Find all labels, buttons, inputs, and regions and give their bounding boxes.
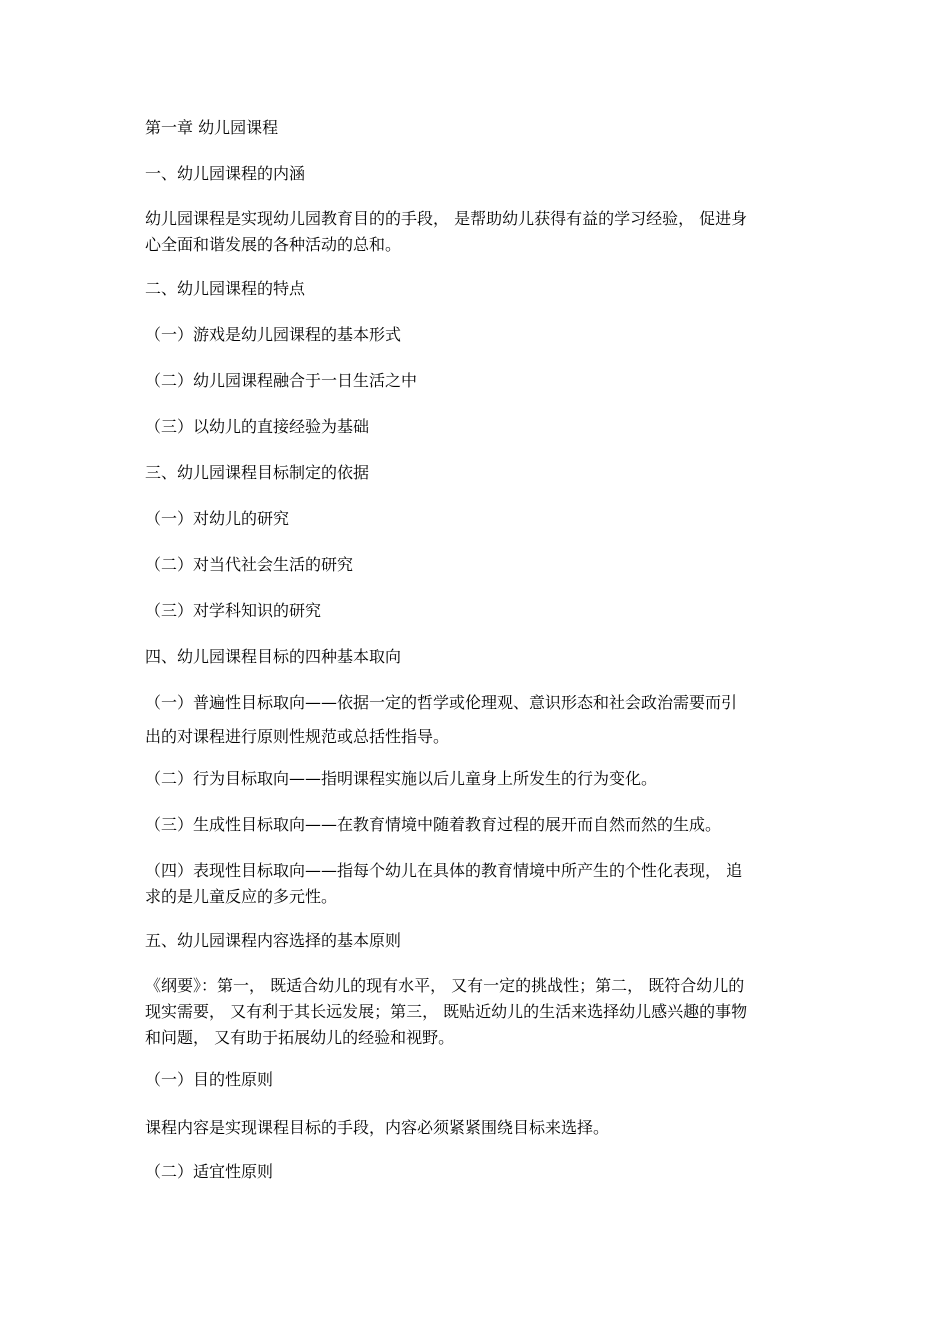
- list-item: （三）生成性目标取向——在教育情境中随着教育过程的展开而自然而然的生成。: [145, 815, 722, 834]
- list-item: （三）对学科知识的研究: [145, 601, 322, 620]
- list-item: （一）游戏是幼儿园课程的基本形式: [145, 325, 402, 344]
- paragraph-line: 幼儿园课程是实现幼儿园教育目的的手段， 是帮助幼儿获得有益的学习经验， 促进身: [145, 209, 748, 228]
- paragraph-line: 课程内容是实现课程目标的手段，内容必须紧紧围绕目标来选择。: [145, 1118, 610, 1137]
- list-item: （一）对幼儿的研究: [145, 509, 290, 528]
- paragraph-line: （四）表现性目标取向——指每个幼儿在具体的教育情境中所产生的个性化表现， 追: [145, 861, 743, 880]
- paragraph-line: 现实需要， 又有利于其长远发展；第三， 既贴近幼儿的生活来选择幼儿感兴趣的事物: [145, 1002, 748, 1021]
- section-heading-2: 二、幼儿园课程的特点: [145, 279, 306, 298]
- paragraph-line: 和问题， 又有助于拓展幼儿的经验和视野。: [145, 1028, 455, 1047]
- section-heading-1: 一、幼儿园课程的内涵: [145, 164, 306, 183]
- paragraph-line: 《纲要》：第一， 既适合幼儿的现有水平， 又有一定的挑战性；第二， 既符合幼儿的: [145, 976, 745, 995]
- paragraph-line: 求的是儿童反应的多元性。: [145, 887, 338, 906]
- section-heading-4: 四、幼儿园课程目标的四种基本取向: [145, 647, 402, 666]
- list-item-paragraph: [145, 690, 800, 750]
- list-item: （二）适宜性原则: [145, 1162, 274, 1181]
- paragraph-line: 心全面和谐发展的各种活动的总和。: [145, 235, 402, 254]
- chapter-title: 第一章 幼儿园课程: [145, 118, 279, 137]
- paragraph-line: 出的对课程进行原则性规范或总括性指导。: [145, 727, 450, 746]
- section-heading-5: 五、幼儿园课程内容选择的基本原则: [145, 931, 402, 950]
- list-item: （二）行为目标取向——指明课程实施以后儿童身上所发生的行为变化。: [145, 769, 658, 788]
- list-item: （二）对当代社会生活的研究: [145, 555, 354, 574]
- paragraph-line: （一）普遍性目标取向——依据一定的哲学或伦理观、意识形态和社会政治需要而引: [145, 693, 738, 712]
- paragraph-guideline: [145, 973, 800, 1051]
- list-item: （一）目的性原则: [145, 1070, 274, 1089]
- list-item: （二）幼儿园课程融合于一日生活之中: [145, 371, 418, 390]
- paragraph-definition: [145, 206, 800, 258]
- list-item-paragraph: [145, 858, 800, 910]
- list-item: （三）以幼儿的直接经验为基础: [145, 417, 370, 436]
- section-heading-3: 三、幼儿园课程目标制定的依据: [145, 463, 370, 482]
